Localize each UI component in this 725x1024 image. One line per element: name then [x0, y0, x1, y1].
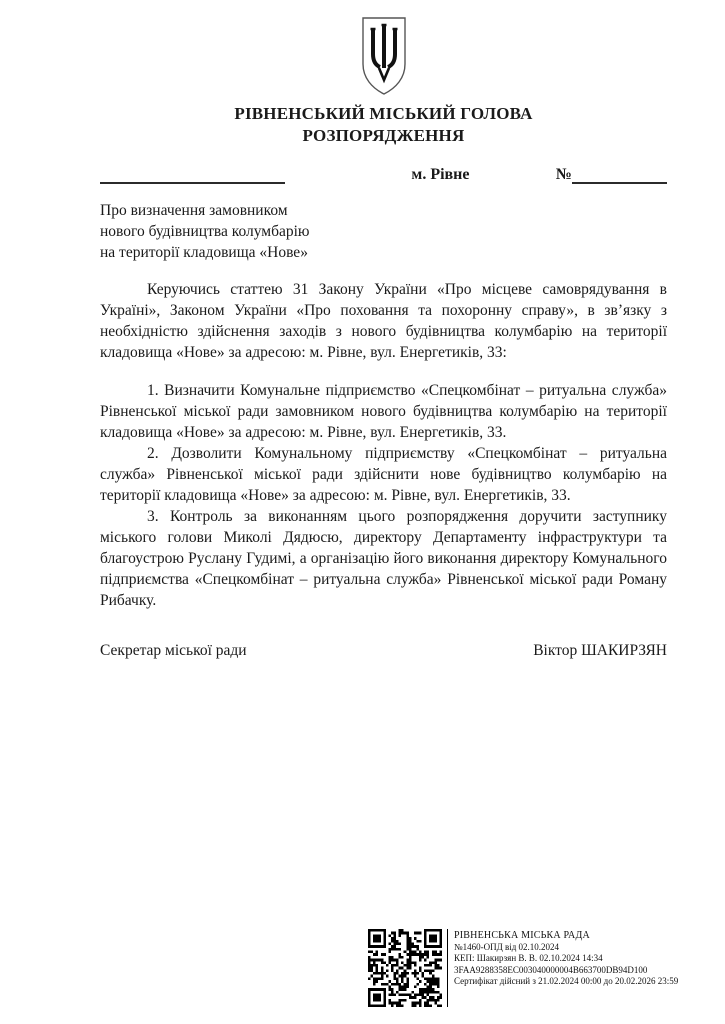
digital-signature-stamp	[368, 929, 678, 1007]
signer-name: Віктор ШАКИРЗЯН	[533, 642, 667, 659]
signature-row	[100, 642, 667, 660]
stamp-kep: КЕП: Шакирзян В. В. 02.10.2024 14:34	[454, 953, 603, 964]
subject-line: нового будівництва колумбарію	[100, 223, 310, 240]
number-blank-line	[572, 182, 667, 184]
stamp-validity: Сертифікат дійсний з 21.02.2024 00:00 до 20.02.2026 23:59	[454, 976, 679, 987]
decree-item-3: 3. Контроль за виконанням цього розпорядження доручити заступнику міського голови Миколі Дядюсю, директору Департаменту інфраструктури та благоустрою Руслану Гудимі, а організацію його виконання директору Комунального підприємства «Спецкомбінат – ритуальна служба» Рівненської міської ради Роману Рибачку.	[100, 508, 667, 609]
preamble-paragraph: Керуючись статтею 31 Закону України «Про місцеве самоврядування в Україні», Законом України «Про поховання та похоронну справу», в зв’язку з необхідністю здійснення заходів з нового будівництва колумбарію на території кладовища «Нове» за адресою: м. Рівне, вул. Енергетиків, 33:	[100, 281, 667, 361]
subject-block	[100, 200, 667, 263]
subject-line: на території кладовища «Нове»	[100, 244, 308, 261]
stamp-organization: РІВНЕНСЬКА МІСЬКА РАДА	[454, 930, 590, 941]
date-blank-line	[100, 160, 285, 184]
signer-position: Секретар міської ради	[100, 642, 247, 659]
emblem-container	[100, 16, 667, 98]
qr-code-icon	[368, 929, 442, 1007]
stamp-text-block	[448, 929, 678, 988]
issuing-authority: РІВНЕНСЬКИЙ МІСЬКИЙ ГОЛОВА	[234, 104, 533, 123]
decree-item-2: 2. Дозволити Комунальному підприємству «Спецкомбінат – ритуальна служба» Рівненської міської ради здійснити нове будівництво колумбарію на території кладовища «Нове» за адресою: м. Рівне, вул. Енергетиків, 33.	[100, 445, 667, 504]
stamp-registration: №1460-ОПД від 02.10.2024	[454, 941, 560, 952]
number-sign: №	[555, 166, 572, 183]
subject-line: Про визначення замовником	[100, 202, 288, 219]
place-name: м. Рівне	[411, 166, 470, 183]
decree-item-1: 1. Визначити Комунальне підприємство «Спецкомбінат – ритуальна служба» Рівненської міської ради замовником нового будівництва колумбарію на території кладовища «Нове» за адресою: м. Рівне, вул. Енергетиків, 33.	[100, 382, 667, 441]
document-type: РОЗПОРЯДЖЕННЯ	[302, 126, 465, 145]
meta-row	[100, 160, 667, 184]
document-number	[556, 166, 667, 184]
stamp-cert-id: 3FAA9288358EC003040000004B663700DB94D100	[454, 964, 648, 975]
ukraine-trident-icon	[360, 16, 408, 96]
